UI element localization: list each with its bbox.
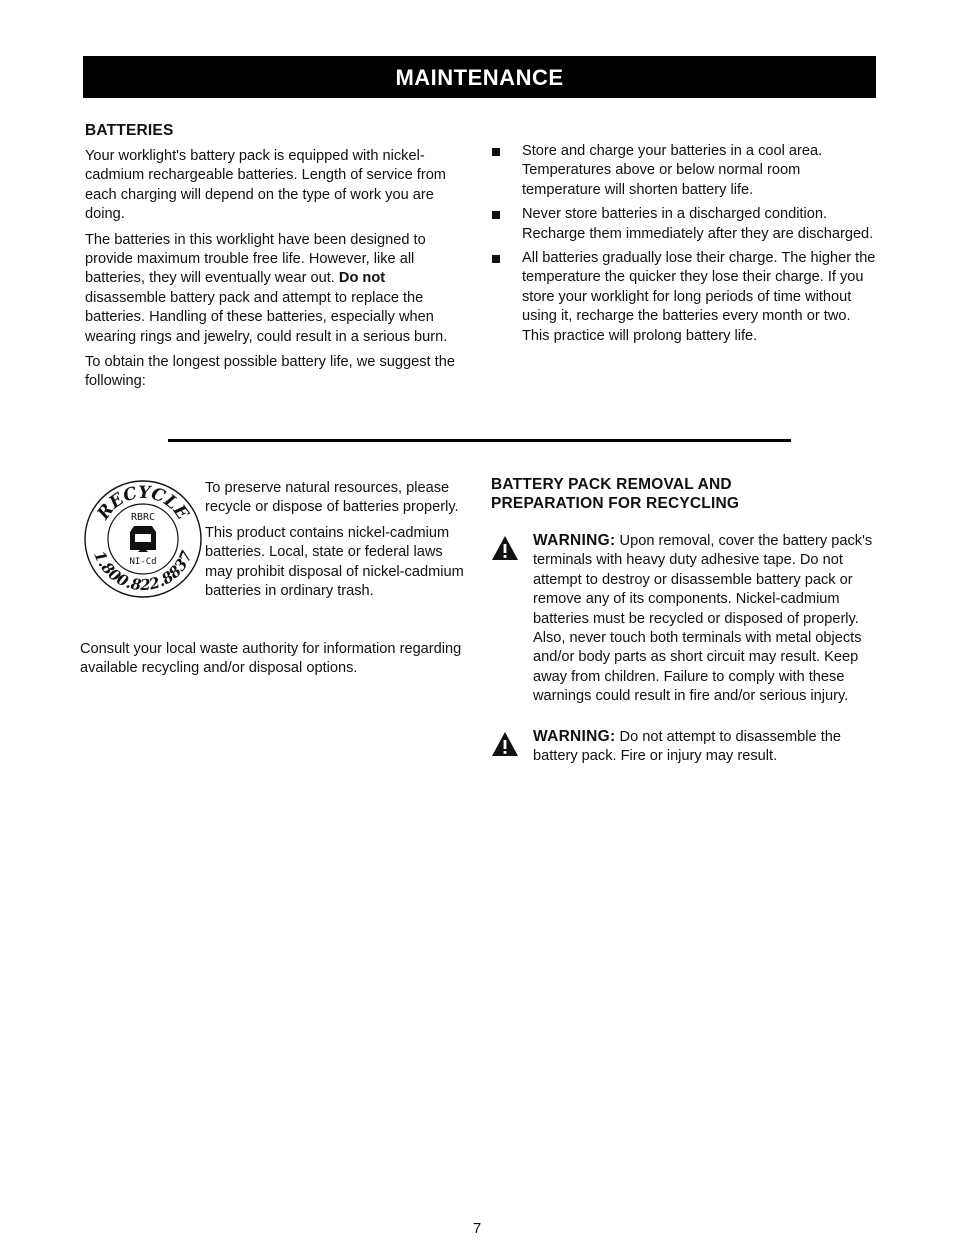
bullet-square-icon xyxy=(492,148,500,156)
page-number: 7 xyxy=(472,1220,482,1237)
section-divider xyxy=(168,439,791,442)
warning-triangle-icon xyxy=(491,535,519,561)
warning-label: WARNING: xyxy=(533,532,616,549)
removal-section xyxy=(491,475,877,786)
tips-list xyxy=(484,142,879,351)
list-item xyxy=(484,142,879,200)
list-item xyxy=(484,249,879,346)
list-item xyxy=(484,205,879,244)
recycle-notice xyxy=(205,479,470,607)
warning-text: Do not attempt to disassemble the battery pack. Fire or injury may result. xyxy=(533,728,842,765)
seal-phone-text: 1.800.822.8837 xyxy=(90,548,196,595)
list-item-text: Store and charge your batteries in a cool area. Temperatures above or below normal room temperature will shorten battery life. xyxy=(522,143,823,198)
seal-recycle-text: RECYCLE xyxy=(93,482,193,524)
recycle-paragraph-3: Consult your local waste authority for information regarding available recycling and/or disposal options. xyxy=(80,641,462,677)
batteries-heading: BATTERIES xyxy=(85,122,174,139)
removal-heading-line-1: BATTERY PACK REMOVAL AND xyxy=(491,476,732,493)
list-item-text: All batteries gradually lose their charge. The higher the temperature the quicker they lose their charge. If you store your worklight for long periods of time without using it, recharge the batteries every month or two. This practice will prolong battery life. xyxy=(522,250,876,344)
seal-rbrc-text: RBRC xyxy=(130,512,156,523)
recycle-paragraph-2: This product contains nickel-cadmium batteries. Local, state or federal laws may prohibit disposal of nickel-cadmium batteries in ordinary trash. xyxy=(205,524,464,600)
recycle-paragraph-1: To preserve natural resources, please recycle or dispose of batteries properly. xyxy=(205,480,459,516)
removal-heading-line-2: PREPARATION FOR RECYCLING xyxy=(491,495,740,512)
section-banner xyxy=(83,56,876,98)
bullet-square-icon xyxy=(492,211,500,219)
batteries-paragraph-2 xyxy=(85,231,470,347)
warning-label: WARNING: xyxy=(533,727,616,745)
banner-title: MAINTENANCE xyxy=(395,65,564,90)
batteries-paragraph-2-lead: The batteries in this worklight have been designed to provide maximum trouble free life. However, like all batteries, they will eventually wear out. xyxy=(85,231,426,287)
warning-triangle-icon xyxy=(491,731,519,757)
seal-nicd-text: NI-Cd xyxy=(129,557,157,567)
bullet-square-icon xyxy=(492,255,500,263)
warning-text: Upon removal, cover the battery pack's terminals with heavy duty adhesive tape. Do not attempt to destroy or disassemble battery pack or remove any of its components. Nickel-cadmium batteries must be recycled or disposed of properly. Also, never touch both terminals with metal objects and/or body parts as short circuit may result. Keep away from children. Failure to comply with these warnings could result in fire and/or serious injury. xyxy=(533,533,873,705)
warning-block xyxy=(491,727,877,767)
batteries-paragraph-3: To obtain the longest possible battery life, we suggest the following: xyxy=(85,354,455,390)
batteries-paragraph-1: Your worklight's battery pack is equipped with nickel-cadmium rechargeable batteries. Length of service from each charging will depend on the type of work you are doing. xyxy=(85,148,446,223)
batteries-section xyxy=(85,121,470,398)
do-not-emphasis: Do not xyxy=(338,270,386,287)
warning-block xyxy=(491,531,877,707)
removal-heading xyxy=(491,475,877,513)
recycle-consult xyxy=(80,640,472,685)
list-item-text: Never store batteries in a discharged condition. Recharge them immediately after they are discharged. xyxy=(522,206,874,242)
svg-text:1.800.822.8837 xyxy=(90,548,196,594)
batteries-paragraph-2-tail: disassemble battery pack and attempt to replace the batteries. Handling of these batteries, especially when wearing rings and jewelry, could result in a serious burn. xyxy=(85,289,448,345)
rbrc-recycle-seal-icon xyxy=(80,476,206,602)
